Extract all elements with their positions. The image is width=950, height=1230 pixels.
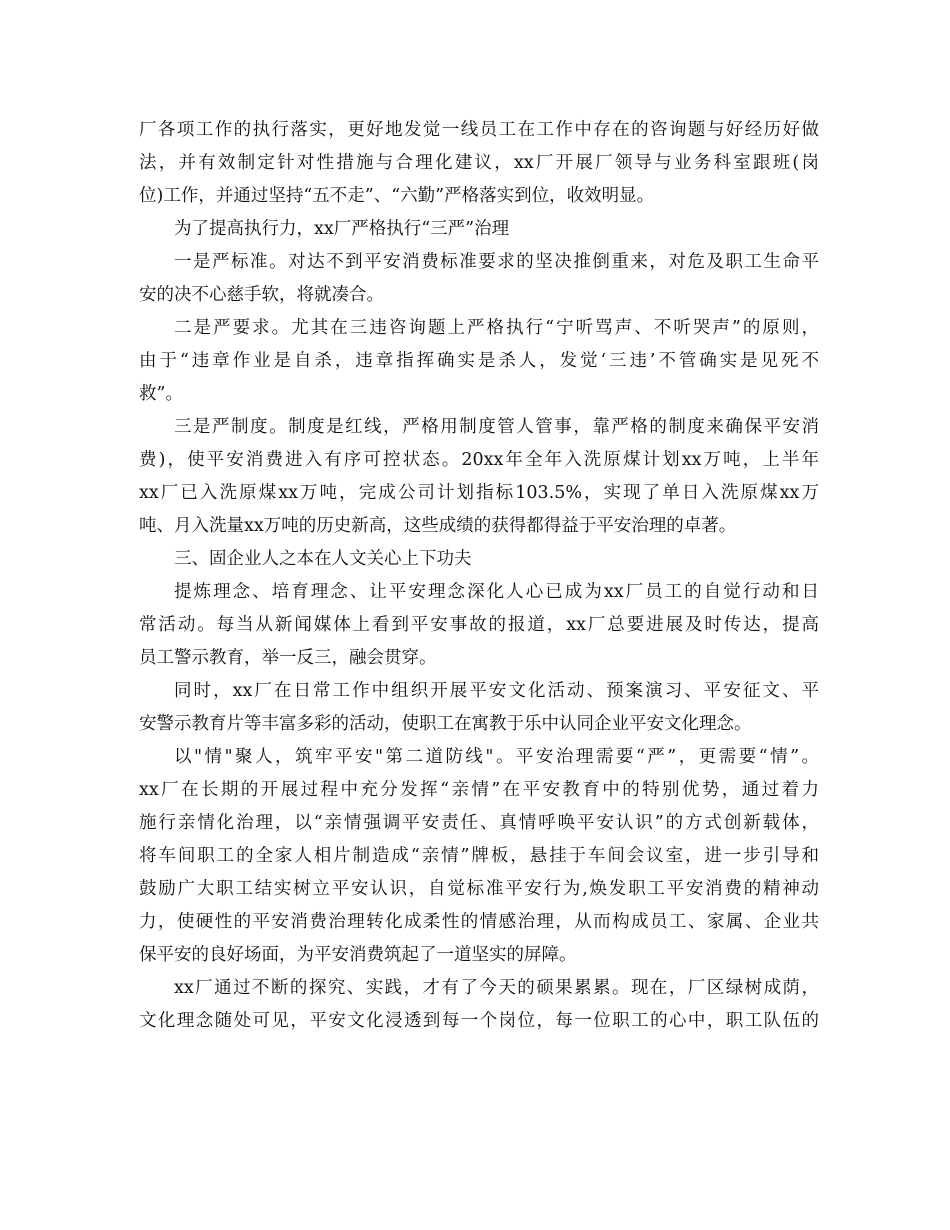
text-line: 将车间职工的全家人相片制造成“亲情”牌板，悬挂于车间会议室，进一步引导和: [139, 846, 819, 866]
text-line: 三是严制度。制度是红线，严格用制度管人管事，靠严格的制度来确保平安消: [174, 417, 819, 437]
text-line: 二是严要求。尤其在三违咨询题上严格执行“宁听骂声、不听哭声”的原则，: [174, 318, 819, 338]
text-line: 同时，xx厂在日常工作中组织开展平安文化活动、预案演习、平安征文、平: [174, 681, 819, 701]
text-line: 施行亲情化治理，以“亲情强调平安责任、真情呼唤平安认识”的方式创新载体，: [139, 813, 819, 833]
text-line: xx厂在长期的开展过程中充分发挥“亲情”在平安教育中的特别优势，通过着力: [139, 780, 819, 800]
text-line: 力，使硬性的平安消费治理转化成柔性的情感治理，从而构成员工、家属、企业共: [139, 912, 819, 932]
text-line: 法，并有效制定针对性措施与合理化建议，xx厂开展厂领导与业务科室跟班(岗: [139, 153, 819, 173]
text-line: xx厂已入洗原煤xx万吨，完成公司计划指标103.5%，实现了单日入洗原煤xx万: [139, 483, 819, 503]
text-line: 位)工作，并通过坚持“五不走”、“六勤”严格落实到位，收效明显。: [139, 186, 655, 206]
text-line: 厂各项工作的执行落实，更好地发觉一线员工在工作中存在的咨询题与好经历好做: [139, 120, 819, 140]
text-line: 鼓励广大职工结实树立平安认识，自觉标准平安行为,焕发职工平安消费的精神动: [139, 879, 819, 899]
text-line: 费)，使平安消费进入有序可控状态。20xx年全年入洗原煤计划xx万吨，上半年: [139, 450, 819, 470]
text-line: 救”。: [139, 384, 183, 404]
text-line: 安警示教育片等丰富多彩的活动，使职工在寓教于乐中认同企业平安文化理念。: [139, 714, 752, 734]
text-line: 安的决不心慈手软，将就凑合。: [139, 285, 384, 305]
text-line: 一是严标准。对达不到平安消费标准要求的坚决推倒重来，对危及职工生命平: [174, 252, 819, 272]
text-line: 员工警示教育，举一反三，融会贯穿。: [139, 648, 437, 668]
text-line: 三、固企业人之本在人文关心上下功夫: [174, 549, 472, 569]
text-line: 提炼理念、培育理念、让平安理念深化人心已成为xx厂员工的自觉行动和日: [174, 582, 819, 602]
text-line: 常活动。每当从新闻媒体上看到平安事故的报道，xx厂总要进展及时传达，提高: [139, 615, 819, 635]
text-line: 为了提高执行力，xx厂严格执行“三严”治理: [174, 219, 510, 239]
text-line: 文化理念随处可见，平安文化浸透到每一个岗位，每一位职工的心中，职工队伍的: [139, 1011, 819, 1031]
text-line: 由于“违章作业是自杀，违章指挥确实是杀人，发觉‘三违’不管确实是见死不: [139, 351, 819, 371]
text-line: xx厂通过不断的探究、实践，才有了今天的硕果累累。现在，厂区绿树成荫，: [174, 978, 819, 998]
document-page: [139, 114, 819, 1038]
text-line: 吨、月入洗量xx万吨的历史新高，这些成绩的获得都得益于平安治理的卓著。: [139, 516, 737, 536]
text-line: 保平安的良好场面，为平安消费筑起了一道坚实的屏障。: [139, 945, 577, 965]
text-line: 以"情"聚人，筑牢平安"第二道防线"。平安治理需要“严”，更需要“情”。: [174, 747, 819, 767]
